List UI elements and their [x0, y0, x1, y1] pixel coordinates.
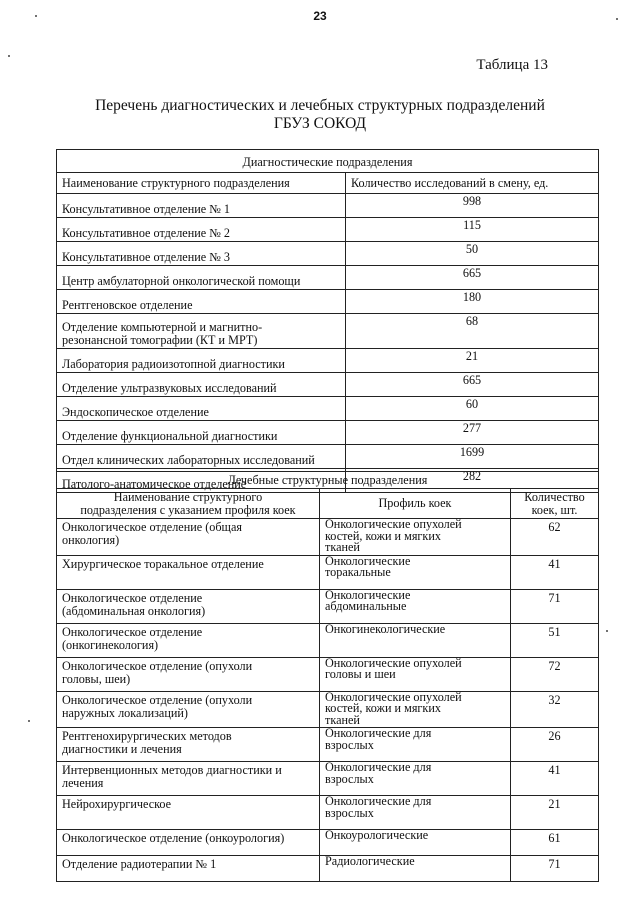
- bed-count: 72: [511, 657, 599, 691]
- bed-count: 71: [511, 589, 599, 623]
- unit-name: Рентгеновское отделение: [57, 290, 346, 314]
- exam-count: 180: [346, 290, 599, 314]
- bed-count: 71: [511, 856, 599, 882]
- scan-speck: [606, 630, 608, 632]
- table-row: [57, 349, 599, 373]
- bed-profile-line: Радиологические: [325, 854, 415, 868]
- document-title: [0, 97, 640, 133]
- bed-profile-line: Онкологические: [325, 587, 411, 602]
- bed-profile-line: тканей: [325, 540, 360, 554]
- unit-name-line: Онкологическое отделение: [62, 624, 203, 639]
- bed-profile-line: Онкологические: [325, 553, 411, 568]
- bed-count: 21: [511, 796, 599, 830]
- unit-name: [57, 691, 320, 728]
- unit-name: [57, 856, 320, 882]
- col-header-name: Наименование структурного подразделения: [57, 173, 346, 194]
- diagnostic-units-table: [56, 149, 599, 493]
- bed-profile-line: головы и шеи: [325, 667, 396, 681]
- bed-profile-line: абдоминальные: [325, 599, 407, 613]
- unit-name-line: (онкогинекология): [62, 637, 159, 652]
- table-row: [57, 194, 599, 218]
- col-header-profile: Профиль коек: [320, 489, 511, 519]
- col-header-name: [57, 489, 320, 519]
- bed-count: 26: [511, 728, 599, 762]
- bed-profile: [320, 856, 511, 882]
- exam-count: 21: [346, 349, 599, 373]
- table-label: Таблица 13: [476, 57, 548, 73]
- unit-name: Центр амбулаторной онкологической помощи: [57, 266, 346, 290]
- title-line-2: ГБУЗ СОКОД: [273, 115, 367, 132]
- scan-speck: [28, 720, 30, 722]
- bed-profile-line: взрослых: [325, 737, 374, 752]
- unit-name-line: Онкологическое отделение (онкоурология): [62, 831, 285, 845]
- bed-profile: [320, 657, 511, 691]
- unit-name-line: Онкологическое отделение: [62, 590, 203, 605]
- unit-name-line: диагностики и лечения: [62, 742, 182, 756]
- col-header-name-line-1: Наименование структурного: [113, 490, 263, 504]
- unit-name: Консультативное отделение № 1: [57, 194, 346, 218]
- scan-speck: [35, 15, 37, 17]
- unit-name: Отделение ультразвуковых исследований: [57, 373, 346, 397]
- bed-profile-line: Онкологические для: [325, 760, 432, 774]
- bed-profile: [320, 519, 511, 556]
- unit-name: Лаборатория радиоизотопной диагностики: [57, 349, 346, 373]
- table-row: [57, 589, 599, 623]
- unit-name: Патолого-анатомическое отделение: [57, 469, 346, 493]
- unit-name-line: онкология): [62, 533, 120, 547]
- unit-name: Отделение функциональной диагностики: [57, 421, 346, 445]
- unit-name: [57, 589, 320, 623]
- bed-profile-line: Онкологические для: [325, 794, 432, 808]
- table-row: [57, 290, 599, 314]
- bed-profile-line: взрослых: [325, 771, 374, 786]
- bed-count: 62: [511, 519, 599, 556]
- unit-name: [57, 555, 320, 589]
- title-line-1: Перечень диагностических и лечебных структурных подразделений: [95, 97, 545, 114]
- col-header-count: [511, 489, 599, 519]
- bed-profile: [320, 728, 511, 762]
- bed-count: 61: [511, 830, 599, 856]
- bed-count: 41: [511, 555, 599, 589]
- unit-name-line: лечения: [62, 776, 104, 790]
- exam-count: 665: [346, 266, 599, 290]
- table-row: [57, 623, 599, 657]
- unit-name: [57, 314, 346, 349]
- exam-count: 50: [346, 242, 599, 266]
- unit-name-line-1: Отделение компьютерной и магнитно-: [62, 320, 263, 334]
- bed-profile: [320, 762, 511, 796]
- table-row: [57, 519, 599, 556]
- scan-speck: [616, 18, 618, 20]
- table-row: [57, 373, 599, 397]
- table-row: [57, 762, 599, 796]
- bed-profile-line: костей, кожи и мягких: [325, 528, 441, 543]
- unit-name: Консультативное отделение № 2: [57, 218, 346, 242]
- bed-profile-line: взрослых: [325, 805, 374, 820]
- unit-name: Отдел клинических лабораторных исследований: [57, 445, 346, 469]
- unit-name: [57, 657, 320, 691]
- table-row: [57, 266, 599, 290]
- table-row: [57, 314, 599, 349]
- bed-profile: [320, 589, 511, 623]
- treatment-section-title: Лечебные структурные подразделения: [57, 472, 599, 489]
- unit-name-line: Нейрохирургическое: [62, 797, 172, 811]
- exam-count: 277: [346, 421, 599, 445]
- bed-count: 41: [511, 762, 599, 796]
- bed-profile-line: тканей: [325, 712, 360, 727]
- exam-count: 115: [346, 218, 599, 242]
- scan-speck: [8, 55, 10, 57]
- exam-count: 282: [346, 469, 599, 493]
- bed-profile-line: костей, кожи и мягких: [325, 701, 441, 715]
- table-row: [57, 856, 599, 882]
- unit-name: Эндоскопическое отделение: [57, 397, 346, 421]
- unit-name: [57, 796, 320, 830]
- bed-profile-line: Онкологические опухолей: [325, 517, 462, 531]
- unit-name: [57, 519, 320, 556]
- bed-count: 32: [511, 691, 599, 728]
- unit-name-line: Рентгенохирургических методов: [62, 729, 232, 743]
- bed-profile-line: Онкологические опухолей: [325, 689, 462, 704]
- bed-profile: [320, 623, 511, 657]
- col-header-count-line-2: коек, шт.: [531, 502, 578, 517]
- bed-profile-line: торакальные: [325, 565, 391, 579]
- unit-name-line: Интервенционных методов диагностики и: [62, 763, 282, 777]
- exam-count: 665: [346, 373, 599, 397]
- table-row: [57, 796, 599, 830]
- exam-count: 68: [346, 314, 599, 349]
- unit-name: [57, 728, 320, 762]
- bed-profile-line: Онкологические опухолей: [325, 655, 462, 670]
- col-header-name-line-2: подразделения с указанием профиля коек: [80, 503, 296, 517]
- unit-name-line: Отделение радиотерапии № 1: [62, 857, 217, 871]
- unit-name: [57, 830, 320, 856]
- exam-count: 998: [346, 194, 599, 218]
- treatment-units-table: [56, 471, 599, 882]
- unit-name: [57, 762, 320, 796]
- bed-profile-line: Онкологические для: [325, 726, 432, 740]
- unit-name-line: Хирургическое торакальное отделение: [62, 556, 264, 571]
- table-row: [57, 445, 599, 469]
- unit-name-line: Онкологическое отделение (опухоли: [62, 692, 253, 707]
- unit-name-line: Онкологическое отделение (опухоли: [62, 658, 253, 673]
- table-row: [57, 397, 599, 421]
- bed-profile: [320, 555, 511, 589]
- unit-name-line: головы, шеи): [62, 671, 131, 686]
- page-number: 23: [313, 9, 327, 23]
- table-row: [57, 691, 599, 728]
- bed-profile: [320, 796, 511, 830]
- bed-profile-line: Онкоурологические: [325, 828, 429, 842]
- table-row: [57, 555, 599, 589]
- table-row: [57, 657, 599, 691]
- unit-name: [57, 623, 320, 657]
- table-row: [57, 830, 599, 856]
- unit-name-line: Онкологическое отделение (общая: [62, 520, 242, 534]
- unit-name-line-2: резонансной томографии (КТ и МРТ): [62, 333, 258, 347]
- unit-name-line: наружных локализаций): [62, 705, 188, 720]
- exam-count: 60: [346, 397, 599, 421]
- unit-name: Консультативное отделение № 3: [57, 242, 346, 266]
- col-header-count-line-1: Количество: [524, 489, 585, 504]
- table-row: [57, 218, 599, 242]
- table-row: [57, 242, 599, 266]
- exam-count: 1699: [346, 445, 599, 469]
- table-row: [57, 728, 599, 762]
- table-row: [57, 421, 599, 445]
- col-header-count: Количество исследований в смену, ед.: [346, 173, 599, 194]
- bed-profile: [320, 691, 511, 728]
- bed-profile: [320, 830, 511, 856]
- bed-count: 51: [511, 623, 599, 657]
- bed-profile-line: Онкогинекологические: [325, 621, 446, 636]
- diagnostic-section-title: Диагностические подразделения: [57, 150, 599, 173]
- unit-name-line: (абдоминальная онкология): [62, 603, 206, 618]
